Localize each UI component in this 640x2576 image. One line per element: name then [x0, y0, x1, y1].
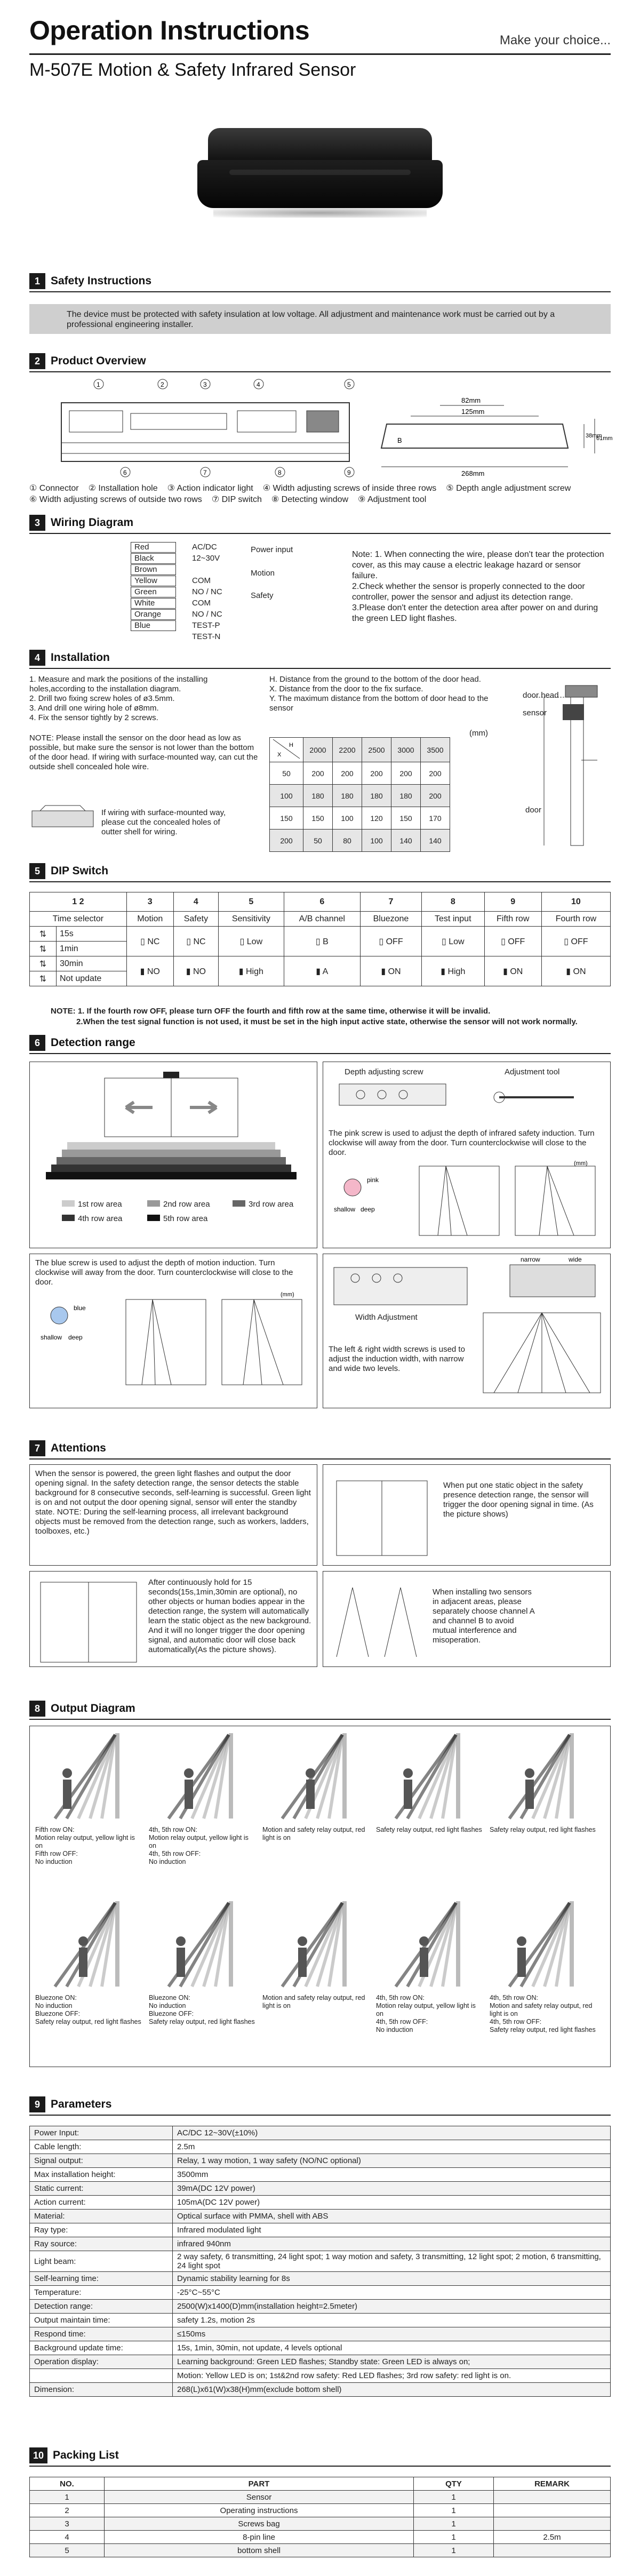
sensor-product-image [197, 128, 443, 224]
table-row: Operation display: Learning background: Green LED flashes; Standby state: Green LED is always on; [30, 2355, 611, 2369]
depth-screw-label: Depth adjusting screw [345, 1067, 423, 1076]
svg-text:wide: wide [569, 1256, 582, 1263]
table-row: Detection range: 2500(W)x1400(D)mm(installation height=2.5meter) [30, 2300, 611, 2314]
table-row: Self-learning time: Dynamic stability learning for 8s [30, 2272, 611, 2286]
output-diagram-cell [490, 1730, 598, 1893]
dip-switch-table: 1 2 3 4 5 6 7 8 9 10 Time selector Motion Safety Sensitivity A/B channel Bluezone Test input Fifth row Fourth row ⇅ 15s ▯ NC ▯ NC ▯ Low ▯ B ▯ OFF ▯ Low ▯ OFF ▯ OFF ⇅ 1min ⇅ 30min ▮ NO ▮ NO ▮ High ▮ A ▮ ON ▮ High ▮ ON ▮ ON ⇅ Not update [29, 892, 611, 986]
output-beam-illustration [376, 1899, 483, 1989]
section-header-parameters: 9 Parameters [29, 2096, 611, 2112]
table-row: 3 Screws bag 1 [30, 2517, 611, 2531]
svg-text:(mm): (mm) [281, 1291, 294, 1298]
dim-h1-label: 38mm [586, 433, 602, 439]
table-row: Temperature: -25°C~55°C [30, 2286, 611, 2300]
svg-text:3: 3 [203, 381, 207, 388]
output-diagram-caption: Safety relay output, red light flashes [376, 1826, 482, 1833]
detection-range-panel [29, 1062, 317, 1248]
blue-screw-text: The blue screw is used to adjust the depth of motion induction. Turn clockwise will away from the door. Turn counterclockwise will close to the door. [35, 1258, 293, 1287]
output-diagram-caption: Motion and safety relay output, red light is on [262, 1994, 365, 2009]
output-beam-illustration [490, 1730, 596, 1821]
svg-text:9: 9 [347, 469, 351, 476]
table-row: Max installation height: 3500mm [30, 2168, 611, 2182]
legend-row1: 1st row area [62, 1200, 122, 1209]
output-diagram-cell [149, 1730, 257, 1893]
table-row: Motion: Yellow LED is on; 1st&2nd row safety: Red LED flashes; 3rd row safety: red light is on. [30, 2369, 611, 2383]
svg-text:pink: pink [367, 1176, 379, 1184]
output-diagram-caption: 4th, 5th row ON: Motion relay output, yellow light is on 4th, 5th row OFF: No induction [149, 1826, 249, 1865]
dim-mid-label: 125mm [461, 408, 485, 416]
svg-text:5: 5 [347, 381, 351, 388]
blue-screw-panel [29, 1254, 317, 1408]
surface-mount-note: If wiring with surface-mounted way, please cut the concealed holes of outter shell for wiring. [101, 808, 226, 836]
table-row: Power Input: AC/DC 12~30V(±10%) [30, 2126, 611, 2140]
output-diagram-cell [35, 1730, 143, 1893]
safety-notice: The device must be protected with safety insulation at low voltage. All adjustment and maintenance work must be carried out by a professional engineering installer. [29, 304, 611, 334]
width-screw-text: The left & right width screws is used to adjust the induction width, with narrow and wide two levels. [329, 1345, 465, 1373]
legend-row2: 2nd row area [147, 1200, 210, 1209]
svg-text:shallow: shallow [334, 1206, 356, 1213]
installation-table: H X 2000 2200 2500 3000 3500 50 200 200 200 200 200 100 180 180 180 180 200 150 150 100 120 150 170 200 50 80 100 140 140 [269, 737, 450, 852]
section-header-detection: 6 Detection range [29, 1035, 611, 1051]
installation-defs: H. Distance from the ground to the bottom of the door head. X. Distance from the door to the fix surface. Y. The maximum distance from the bottom of door head to the sensor [269, 675, 489, 713]
svg-text:deep: deep [68, 1334, 83, 1341]
overview-legend: ① Connector ② Installation hole ③ Action indicator light ④ Width adjusting screws of inside three rows ⑤ Depth angle adjustment screw ⑥ Width adjusting screws of outside two rows ⑦ DIP switch ⑧ Detecting window ⑨ Adjustment tool [29, 484, 571, 504]
attention-card-1: When the sensor is powered, the green light flashes and output the door opening signal. In the safety detection range, the sensor detects the stable background for 8 consecutive seconds, self-learning is successful. Green light is on and not output the door opening signal, sensor will enter the standby state. NOTE: During the self-learning process, all irrelevant background objects must be removed from the detection range, such as workers, ladders, toolboxes, etc.) [29, 1464, 317, 1566]
pink-screw-text: The pink screw is used to adjust the depth of infrared safety induction. Turn clockwise will away from the door. Turn counterclockwise will close to the door. [329, 1129, 595, 1157]
dip-notes: NOTE: 1. If the fourth row OFF, please turn OFF the fourth and fifth row at the same time, otherwise it will be invalid. 2.When the test signal function is not used, it must be set in the high input active state, otherwise the sensor will not work normally. [51, 1007, 578, 1026]
pink-depth-chart [323, 1161, 609, 1246]
output-diagram-panel [29, 1726, 611, 2067]
svg-text:6: 6 [123, 469, 127, 476]
table-row: Respond time: ≤150ms [30, 2327, 611, 2341]
output-diagram-cell [262, 1899, 371, 2061]
section-header-wiring: 3 Wiring Diagram [29, 515, 611, 531]
table-row: 5 bottom shell 1 [30, 2544, 611, 2557]
svg-text:2: 2 [161, 381, 164, 388]
section-header-attentions: 7 Attentions [29, 1440, 611, 1456]
page-title: Operation Instructions [29, 15, 310, 45]
legend-row5: 5th row area [147, 1214, 207, 1224]
output-diagram-caption: Motion and safety relay output, red light is on [262, 1826, 365, 1841]
table-row: Output maintain time: safety 1.2s, motion 2s [30, 2314, 611, 2327]
sensor-label: sensor [523, 708, 547, 717]
product-overview-drawing [29, 373, 611, 480]
dim-b-label: B [397, 436, 402, 444]
table-row: Background update time: 15s, 1min, 30min, not update, 4 levels optional [30, 2341, 611, 2355]
legend-row3: 3rd row area [233, 1200, 293, 1209]
detection-grid-diagram [30, 1062, 316, 1195]
dim-h2-label: 61mm [596, 435, 613, 442]
adjust-tool-label: Adjustment tool [505, 1067, 560, 1076]
table-row: Material: Optical surface with PMMA, shell with ABS [30, 2210, 611, 2223]
installation-steps: 1. Measure and mark the positions of the installing holes,according to the installation diagram. 2. Drill two fixing screw holes of ø3.5mm. 3. And drill one wiring hole of ø8mm. 4. Fix the sensor tightly by 2 screws. [29, 675, 208, 722]
group-power: Power input [251, 545, 293, 554]
table-row: Ray type: Infrared modulated light [30, 2223, 611, 2237]
output-diagram-caption: Bluezone ON: No induction Bluezone OFF: Safety relay output, red light flashes [35, 1994, 141, 2025]
section-header-output: 8 Output Diagram [29, 1701, 611, 1717]
table-row: Cable length: 2.5m [30, 2140, 611, 2154]
section-header-packing: 10 Packing List [29, 2447, 611, 2463]
installation-side-diagram [512, 675, 611, 856]
door-head-label: door head [523, 691, 559, 700]
section-header-safety: 1 Safety Instructions [29, 273, 611, 289]
table-row: Static current: 39mA(DC 12V power) [30, 2182, 611, 2196]
svg-text:shallow: shallow [41, 1334, 62, 1341]
parameters-table [29, 2126, 611, 2397]
legend-row4: 4th row area [62, 1214, 122, 1224]
output-diagram-cell [376, 1899, 484, 2061]
svg-text:(mm): (mm) [574, 1160, 588, 1167]
table-row: Light beam: 2 way safety, 6 transmitting, 24 light spot; 1 way motion and safety, 3 transmitting, 12 light spot; 2 motion, 6 transmitting, 24 light spot [30, 2251, 611, 2272]
output-beam-illustration [35, 1730, 142, 1821]
output-beam-illustration [149, 1730, 255, 1821]
depth-screw-sketch [323, 1076, 609, 1129]
table-row: Ray source: infrared 940nm [30, 2237, 611, 2251]
output-diagram-caption: Fifth row ON: Motion relay output, yellow light is on Fifth row OFF: No induction [35, 1826, 135, 1865]
table-row: Signal output: Relay, 1 way motion, 1 way safety (NO/NC optional) [30, 2154, 611, 2168]
output-diagram-caption: Safety relay output, red light flashes [490, 1826, 596, 1833]
output-beam-illustration [490, 1899, 596, 1989]
svg-text:7: 7 [203, 469, 207, 476]
svg-text:4: 4 [257, 381, 260, 388]
door-label: door [525, 806, 542, 815]
attention-card-3: After continuously hold for 15 seconds(15s,1min,30min are optional), no other objects or human bodies appear in the detection range, the system will automatically learn the static object as the new background. And it will no longer trigger the door opening signal, and automatic door will close back automatically(As the picture shows). [29, 1571, 317, 1667]
svg-text:deep: deep [361, 1206, 375, 1213]
installation-note: NOTE: Please install the sensor on the door head as low as possible, but make sure the sensor is not lower than the bottom of the door head. If wiring with surface-mounted way, can cut the outside shell concealed hole wire. [29, 733, 258, 771]
output-diagram-cell [376, 1730, 484, 1893]
width-adjust-label: Width Adjustment [355, 1313, 418, 1322]
product-subtitle: M-507E Motion & Safety Infrared Sensor [29, 60, 356, 80]
packing-list-table: NO. PART QTY REMARK 1 Sensor 1 2 Operating instructions 1 3 Screws bag 1 4 8-pin line 1 2.5m 5 bottom shell 1 [29, 2477, 611, 2557]
output-beam-illustration [262, 1899, 369, 1989]
output-diagram-caption: Bluezone ON: No induction Bluezone OFF: Safety relay output, red light flashes [149, 1994, 255, 2025]
output-diagram-cell [149, 1899, 257, 2061]
output-beam-illustration [149, 1899, 255, 1989]
output-diagram-cell [490, 1899, 598, 2061]
section-header-overview: 2 Product Overview [29, 353, 611, 369]
depth-adjust-panel [323, 1062, 611, 1248]
output-beam-illustration [376, 1730, 483, 1821]
output-diagram-caption: 4th, 5th row ON: Motion and safety relay output, red light is on 4th, 5th row OFF: Safety relay output, red light flashes [490, 1994, 596, 2033]
table-row: 4 8-pin line 1 2.5m [30, 2531, 611, 2544]
output-beam-illustration [35, 1899, 142, 1989]
svg-text:1: 1 [97, 381, 100, 388]
section-header-dip: 5 DIP Switch [29, 863, 611, 879]
attention-card-2: When put one static object in the safety presence detection range, the sensor will trigger the door opening signal in time. (As the picture shows) [323, 1464, 611, 1566]
blue-depth-chart [30, 1289, 316, 1406]
group-motion: Motion [251, 569, 275, 578]
header-divider [29, 53, 611, 55]
output-diagram-caption: 4th, 5th row ON: Motion relay output, yellow light is on 4th, 5th row OFF: No induction [376, 1994, 476, 2033]
width-adjust-diagram [323, 1254, 609, 1403]
table-unit: (mm) [469, 729, 488, 738]
dim-bottom-label: 268mm [461, 469, 485, 477]
svg-text:8: 8 [278, 469, 282, 476]
table-row: 2 Operating instructions 1 [30, 2504, 611, 2517]
output-diagram-cell [262, 1730, 371, 1893]
table-row: 1 Sensor 1 [30, 2491, 611, 2504]
wiring-list: Red AC/DC Black 12~30V Brown Yellow COM Green NO / NC White COM Orange NO / NC Blue TEST-P TEST-N [131, 541, 222, 642]
width-adjust-panel [323, 1254, 611, 1408]
tagline: Make your choice... [499, 33, 611, 47]
wiring-notes: Note: 1. When connecting the wire, please don't tear the protection cover, as this may cause a electric leakage hazard or sensor failure. 2.Check whether the sensor is properly connected to the door controller, power the sensor and adjust its detection range. 3.Please don't enter the detection area after power on and during the green LED light flashes. [352, 550, 604, 623]
surface-mount-sketch [29, 803, 96, 835]
output-diagram-cell [35, 1899, 143, 2061]
dim-top-label: 82mm [461, 396, 481, 404]
section-header-installation: 4 Installation [29, 650, 611, 666]
output-beam-illustration [262, 1730, 369, 1821]
svg-text:narrow: narrow [521, 1256, 540, 1263]
svg-text:X: X [277, 752, 282, 758]
table-row: Dimension: 268(L)x61(W)x38(H)mm(exclude bottom shell) [30, 2383, 611, 2397]
group-safety: Safety [251, 591, 274, 600]
svg-text:H: H [289, 742, 293, 748]
table-row: Action current: 105mA(DC 12V power) [30, 2196, 611, 2210]
attention-card-4: When installing two sensors in adjacent areas, please separately choose channel A and channel B to avoid mutual interference and misoperation. [323, 1571, 611, 1667]
svg-text:blue: blue [74, 1304, 86, 1312]
